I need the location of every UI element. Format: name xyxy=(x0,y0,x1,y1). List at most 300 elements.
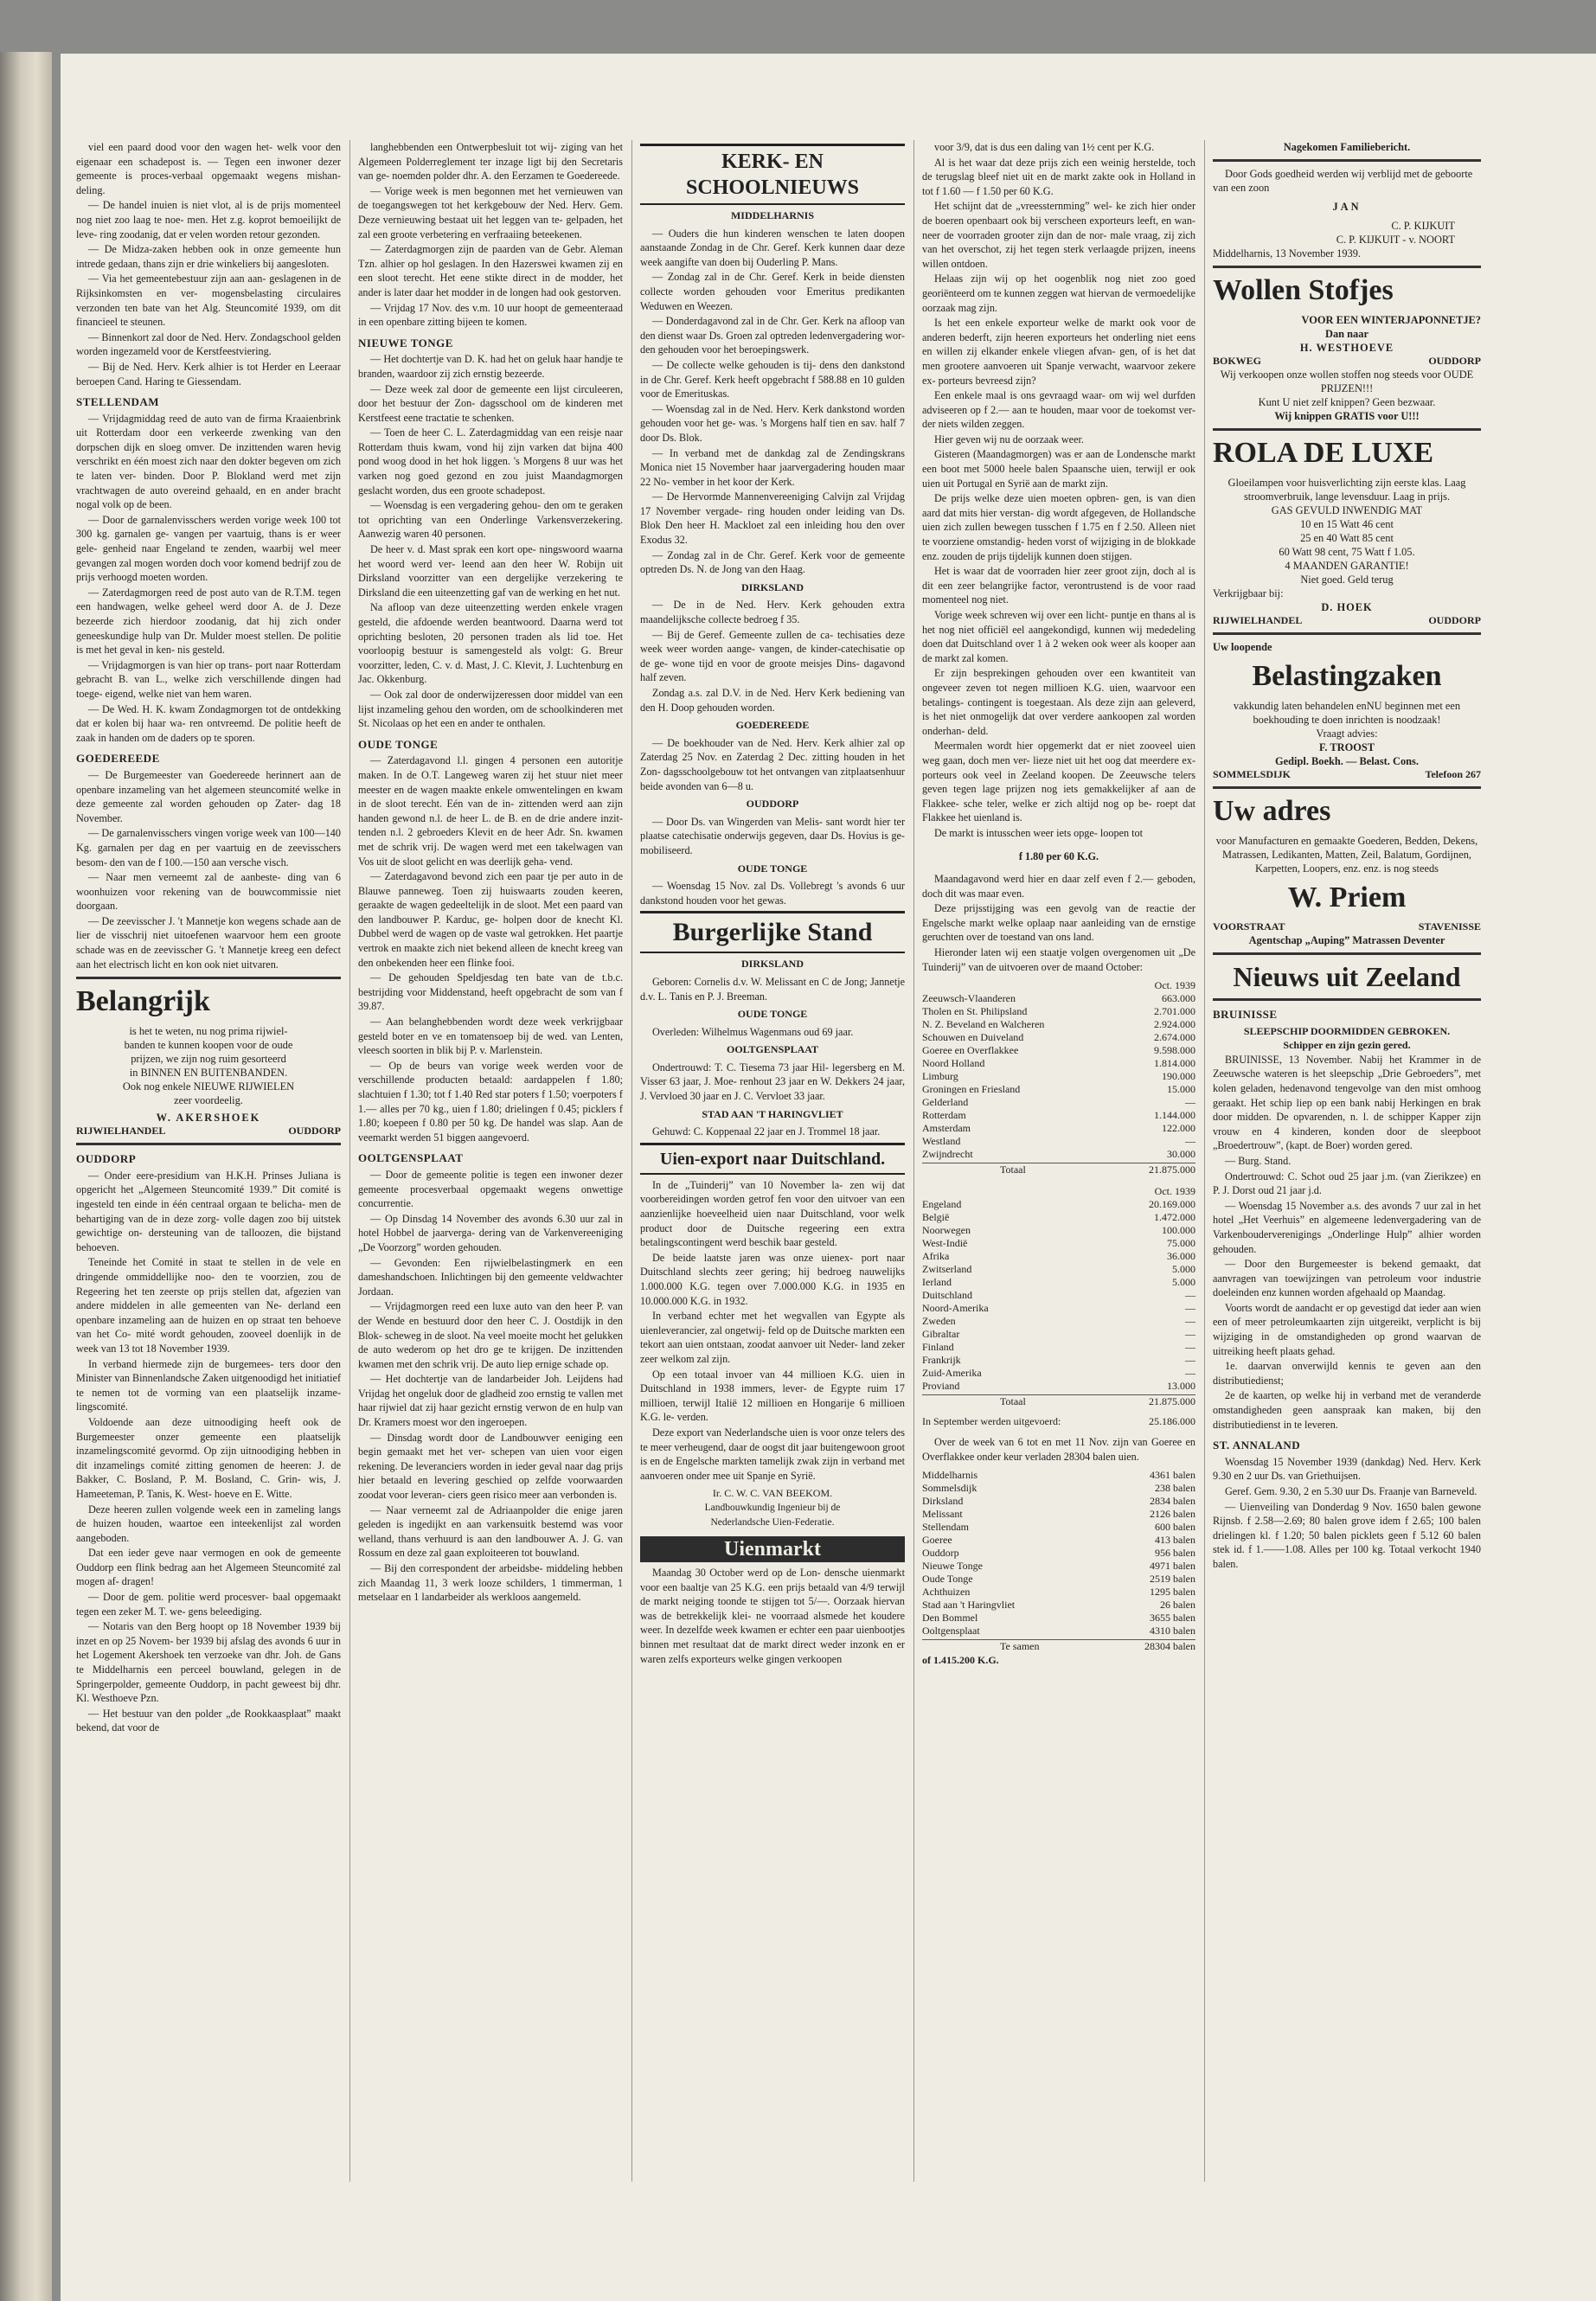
news-paragraph: — Zondag zal in de Chr. Geref. Kerk in beide diensten collecte worden gehouden voor Emeritus predikanten Weduwen en Weezen. xyxy=(640,271,905,312)
table-row xyxy=(922,1625,1195,1638)
row-label: Duitschland xyxy=(922,1289,972,1302)
ad-adres-text: voor Manufacturen en gemaakte Goederen, Bedden, Dekens, Matrassen, Ledikanten, Matten, Zeil, Balatum, Gordijnen, Karpetten, Loopers, enz. enz. is nog steeds xyxy=(1215,835,1478,875)
ad-wollen-stofjes xyxy=(1213,273,1481,423)
ouddorp-church-heading: OUDDORP xyxy=(746,798,799,811)
news-paragraph: Deze export van Nederlandsche uien is voor onze telers des te meer verheugend, daar de oogst dit jaar buitengewoon groot is en de Engelsche markten tamelijk zwak zijn in verband met aanvoeren onder mee uit Spanje en Syrië. xyxy=(640,1426,905,1482)
row-label: Stellendam xyxy=(922,1521,969,1534)
ad-line: Gloeilampen voor huisverlichting zijn eerste klas. Laag stroomverbruik, lange levensduur. Laag in prijs. xyxy=(1227,477,1466,503)
news-paragraph: Het schijnt dat de „vreessternming” wel- ke zich hier onder de boeren openbaart ook bij verscheen exporteurs leeft, en wan- neer de voorraden grooter zijn dan de nor- male vraag, zij zich van het overschot, zij het tegen sterk verlaagde prijzen, ineens willen ontdoen. xyxy=(922,200,1195,270)
news-paragraph: — De gehouden Speldjesdag ten bate van de t.b.c. bestrijding voor Middenstand, heeft opgebracht de som van f 39.87. xyxy=(358,971,623,1013)
news-paragraph: — De handel inuien is niet vlot, al is de prijs momenteel nog niet zoo laag te noe- men. Het z.g. koprot bemoeilijkt de leve- ring zoodanig, dat er velen worden retour gezonden. xyxy=(76,199,341,240)
news-paragraph: Teneinde het Comité in staat te stellen in de vele en dringende ommiddellijke noo- den te voorzien, zou de Regeering het ten zeerste op prijs stellen dat, afgezien van andere middelen in alle gemeenten van Ne- derland een openbare inzameling aan de huizen en op straat ten behoeve van het Co- mité wordt gehouden, zooveel doenlijk in de week van 13 tot 18 November 1939. xyxy=(76,1256,341,1355)
row-value: 3655 balen xyxy=(1150,1612,1195,1625)
ad-wollen-subtitle: VOOR EEN WINTERJAPONNETJE? xyxy=(1301,314,1481,326)
dirksland-heading: DIRKSLAND xyxy=(740,580,804,593)
column-2 xyxy=(358,140,623,1606)
rule xyxy=(1213,159,1481,162)
row-label: Achthuizen xyxy=(922,1586,971,1599)
bs-stad-heading: STAD AAN 'T HARINGVLIET xyxy=(702,1107,843,1120)
mother-name: C. P. KIJKUIT - v. NOORT xyxy=(1336,234,1455,246)
ad-belasting-footer xyxy=(1213,768,1481,781)
loading-total xyxy=(922,1639,1195,1653)
news-paragraph: — De garnalenvisschers vingen vorige week van 100—140 Kg. garnalen per dag en per vaartuig en de zeevisschers besom- den van de f 100.—150 aan versche visch. xyxy=(76,827,341,868)
news-paragraph: — Woensdag is een vergadering gehou- den om te geraken tot oprichting van een Onderlinge Varkensverzekering. Aanwezig waren 40 personen. xyxy=(358,499,623,541)
table-row xyxy=(922,1237,1195,1250)
row-label: Zwitserland xyxy=(922,1263,972,1276)
table-row xyxy=(922,1560,1195,1573)
table-row xyxy=(922,1469,1195,1482)
news-paragraph: — Het bestuur van den polder „de Rookkaasplaat” maakt bekend, dat voor de xyxy=(76,1707,341,1734)
book-spine xyxy=(0,52,52,2301)
table-row xyxy=(922,1586,1195,1599)
news-paragraph: — Vrijdagmorgen reed een luxe auto van den heer P. van der Wende en bestuurd door den heer C. J. Oostdijk in den Blok- scheweg in de sloot. Na veel moeite mocht het gelukken de auto wederom op het dro ge te krijgen. De inzittenden kwamen met den schrik vrij. De auto liep ernige schade op. xyxy=(358,1300,623,1370)
oude-tonge-heading: OUDE TONGE xyxy=(358,737,439,751)
news-paragraph: — Burg. Stand. xyxy=(1225,1154,1292,1167)
ad-belasting-text: vakkundig laten behandelen enNU beginnen met een boekhouding te doen inrichten is noodzaak! xyxy=(1233,700,1461,726)
stellendam-news xyxy=(76,412,341,746)
nieuwe-tonge-heading: NIEUWE TONGE xyxy=(358,336,453,349)
export-table-2-period: Oct. 1939 xyxy=(1154,1185,1195,1198)
news-paragraph: — Naar men verneemt zal de aanbeste- ding van 6 woonhuizen voor rekening van de bouwcommissie niet doorgaan. xyxy=(76,871,341,913)
row-label: Noord Holland xyxy=(922,1057,985,1070)
table-row xyxy=(922,1070,1195,1083)
table-row xyxy=(922,1367,1195,1380)
baby-name: JAN xyxy=(1332,201,1362,213)
row-value: 190.000 xyxy=(1162,1070,1195,1083)
news-paragraph: Ondertrouwd: C. Schot oud 25 jaar j.m. (van Zierikzee) en P. J. Dorst oud 21 jaar j.d. xyxy=(1213,1170,1481,1197)
news-paragraph: — Woensdag 15 November a.s. des avonds 7 uur zal in het hotel „Het Veerhuis” en algemeene ledenvergadering van de Varkenbouderverenigings „Onderlinge Hulp” alhier worden gehouden. xyxy=(1213,1199,1481,1255)
goedereede-heading: GOEDEREEDE xyxy=(76,752,160,766)
table-row xyxy=(922,1018,1195,1031)
bruinisse-subheading: SLEEPSCHIP DOORMIDDEN GEBROKEN. xyxy=(1243,1024,1451,1037)
news-paragraph: langhebbenden een Ontwerpbesluit tot wij- ziging van het Algemeen Polderreglement ter inzage ligt bij den Secretaris van ge- noemden polder dhr. A. den Eerzamen te Goedereede. xyxy=(358,141,623,183)
goedereede-church-news xyxy=(640,736,905,793)
nieuwe-tonge-news xyxy=(358,352,623,730)
burgerlijke-stand-heading: Burgerlijke Stand xyxy=(640,911,905,953)
total-label: Totaal xyxy=(1000,1163,1026,1176)
bs-ooltgensplaat: Ondertrouwd: T. C. Tiesema 73 jaar Hil- legersberg en M. Visser 63 jaar, J. Moe- renhout 23 jaar en W. Dekkers 24 jaar, J. Vervloed 30 jaar en J. C. Vervloet 33 jaar. xyxy=(640,1061,905,1103)
ad-rola-footer xyxy=(1213,614,1481,627)
ad-line: GAS GEVULD INWENDIG MAT xyxy=(1271,504,1423,516)
signature-org: Nederlandsche Uien-Federatie. xyxy=(710,1516,835,1528)
news-paragraph: Na afloop van deze uiteenzetting werden enkele vragen gesteld, die afdoende werden beantwoord. Daarna werd tot oprichting besloten, 20 personen traden als lid toe. Het voorloopig bestuur is samengesteld als volgt: G. Breur voorzitter, leden, C. v. d. Mast, J. C. Klevit, J. Luchtenburg en Jac. Okkenburg. xyxy=(358,601,623,686)
export-table-countries xyxy=(922,1198,1195,1393)
ad-adres-address xyxy=(1213,920,1481,933)
news-paragraph: — Op Dinsdag 14 November des avonds 6.30 uur zal in hotel Hobbel de jaarverga- dering van de Varkenvereeniging „De Voorzorg” worden gehouden. xyxy=(358,1212,623,1253)
news-paragraph: Zondag a.s. zal D.V. in de Ned. Herv Kerk bediening van den H. Doop gehouden worden. xyxy=(640,687,905,714)
table-row xyxy=(922,1057,1195,1070)
bs-dirksland-heading: DIRKSLAND xyxy=(740,958,804,971)
news-paragraph: Voorts wordt de aandacht er op gevestigd dat ieder aan wien een of meer petroleumkaarten zijn uitgereikt, verplicht is bij wijziging in de omstandigheden op grond waarvan de uitreiking heeft plaats gehad. xyxy=(1213,1301,1481,1357)
table-row xyxy=(922,1354,1195,1367)
ad-rola-dealer: D. HOEK xyxy=(1321,601,1373,613)
row-label: Gelderland xyxy=(922,1096,969,1109)
rule xyxy=(76,977,341,979)
table-row xyxy=(922,1380,1195,1393)
ad-line: in BINNEN EN BUITENBANDEN. xyxy=(129,1067,288,1080)
rule xyxy=(1213,428,1481,431)
table-row xyxy=(922,1224,1195,1237)
row-value: 20.169.000 xyxy=(1149,1198,1195,1211)
row-value: 2126 balen xyxy=(1150,1508,1195,1521)
ad-line: 60 Watt 98 cent, 75 Watt f 1.05. xyxy=(1279,546,1415,558)
news-paragraph: — De boekhouder van de Ned. Herv. Kerk alhier zal op Zaterdag 25 Nov. en Zaterdag 2 Dec. zitting houden in het Zon- dagsschoolgebouw tot het ontvangen van zitplaatsenhuur beide avonden van 6—8 u. xyxy=(640,736,905,792)
row-value: — xyxy=(1185,1341,1195,1354)
news-paragraph: Maandagavond werd hier en daar zelf even f 2.— geboden, doch dit was maar even. xyxy=(922,873,1195,900)
news-paragraph: In verband echter met het wegvallen van Egypte als uienleverancier, zal ongetwij- feld op de Duitsche markten een tekort aan uien ontstaan, zoodat aanvoer uit Neder- land zeker zeer welkom zal zijn. xyxy=(640,1310,905,1365)
row-label: Sommelsdijk xyxy=(922,1482,977,1495)
row-label: Afrika xyxy=(922,1250,950,1263)
row-value: 30.000 xyxy=(1167,1148,1195,1161)
row-value: 4310 balen xyxy=(1150,1625,1195,1638)
news-paragraph: — De zeevisscher J. 't Mannetje kon wegens schade aan de lier de visschrij niet uitoefenen waarvoor hem een groote schade was en de zeevisscher G. 't Mannetje kreeg een defect aan het electrisch licht en kon ook niet uitvaren. xyxy=(76,914,341,971)
column-2-intro xyxy=(358,140,623,330)
ad-line: zeer voordeelig. xyxy=(174,1094,243,1107)
ad-belastingzaken xyxy=(1213,640,1481,781)
loading-table xyxy=(922,1469,1195,1638)
news-paragraph: Voldoende aan deze uitnoodiging heeft ook de Burgemeester onzer gemeente een plaatselijk inzamelingscomité gevormd. Op zijn uitnoodiging hebben in dit inzamelings comité zitting genomen de heeren: J. de Bakker, C. Bosland, P. M. Bosland, C. Grin- wis, J. Hameeteman, P. Tanis, K. West- hoeve en E. Witte. xyxy=(76,1415,341,1500)
row-label: Limburg xyxy=(922,1070,958,1083)
september-export xyxy=(922,1415,1195,1428)
family-notice-text: Door Gods goedheid werden wij verblijd met de geboorte van een zoon xyxy=(1213,168,1473,194)
ouddorp-news xyxy=(76,1169,341,1735)
news-paragraph: — Aan belanghebbenden wordt deze week verkrijgbaar gesteld boter en ve en tomatensoep bij de wed. van Lenten, vleesch soorten in blik bij P. v. Marlenstein. xyxy=(358,1016,623,1057)
row-value: 1295 balen xyxy=(1150,1586,1195,1599)
news-paragraph: — Woensdag 15 Nov. zal Ds. Vollebregt 's avonds 6 uur dankstond houden voor het gewas. xyxy=(640,880,905,907)
news-paragraph: Gisteren (Maandagmorgen) was er aan de Londensche markt een boot met 5000 heele balen Spaansche uien, terwijl er ook uien uit Portugal en Syrië aan de markt zijn. xyxy=(922,448,1195,490)
ad-wollen-line3: Wij knippen GRATIS voor U!!! xyxy=(1274,410,1420,422)
news-paragraph: — Vorige week is men begonnen met het vernieuwen van de toegangswegen tot het kerkgebouw der Ned. Herv. Gem. Deze vernieuwing bestaat uit het leggen van te- gelpaden, het zal een groote verbetering en verfraaiing beteekenen. xyxy=(358,184,623,240)
news-paragraph: — Zaterdagavond bevond zich een paar tje per auto in de Blauwe panneweg. Toen zij huiswaarts zouden keeren, geraakte de wagen gedeeltelijk in de sloot. Met een paard van den landbouwer P. Karduc, ge- holpen door de knecht Kl. Dubbel werd de wagen op de vaste wal getrokken. Het paartje vertrok en maakte zich niet bekend alleen de knecht kreeg van den onbekenden heer een flinke fooi. xyxy=(358,870,623,969)
news-paragraph: — Uienveiling van Donderdag 9 Nov. 1650 balen gewone Rijnsb. f 2.58—2.69; 80 balen grove idem f 2.65; 100 balen drielingen kl. f 1.20; 50 balen picklets geen f 5.12 60 balen stek id. f 1.——1.08. Alles per 100 kg. Totaal verkocht 1940 balen. xyxy=(1213,1500,1481,1570)
column-separator xyxy=(913,140,914,2182)
ad-adres-street: VOORSTRAAT xyxy=(1213,920,1285,933)
ooltgensplaat-heading: OOLTGENSPLAAT xyxy=(358,1151,464,1165)
ad-left: RIJWIELHANDEL xyxy=(76,1125,166,1138)
ad-line: banden te kunnen koopen voor de oude xyxy=(124,1039,293,1052)
row-value: 956 balen xyxy=(1155,1547,1195,1560)
table-row xyxy=(922,1250,1195,1263)
row-label: Gibraltar xyxy=(922,1328,960,1341)
nieuws-zeeland-heading: Nieuws uit Zeeland xyxy=(1233,961,1461,992)
news-paragraph: — De in de Ned. Herv. Kerk gehouden extra maandelijksche collecte bedroeg f 35. xyxy=(640,599,905,626)
table-row xyxy=(922,1198,1195,1211)
row-label: Zeeuwsch-Vlaanderen xyxy=(922,992,1016,1005)
family-notice-heading: Nagekomen Familiebericht. xyxy=(1283,141,1411,153)
news-paragraph: — Vrijdagmorgen is van hier op trans- port naar Rotterdam gebracht B. van L., welke zich verschillende dingen had toege- eigend, welke niet van hem waren. xyxy=(76,658,341,700)
rule xyxy=(1213,998,1481,1001)
st-annaland-heading: ST. ANNALAND xyxy=(1213,1439,1301,1452)
news-paragraph: — De Burgemeester van Goedereede herinnert aan de openbare inzameling van het algemeen steuncomité welke in deze gemeente zal worden gehouden op Zater- dag 18 November. xyxy=(76,768,341,824)
ad-line: Ook nog enkele NIEUWE RIJWIELEN xyxy=(122,1080,295,1093)
table-row xyxy=(922,1148,1195,1161)
row-value: 600 balen xyxy=(1155,1521,1195,1534)
ad-line: prijzen, we zijn nog ruim gesorteerd xyxy=(131,1053,286,1066)
news-paragraph: — Notaris van den Berg hoopt op 18 November 1939 bij inzet en op 25 Novem- ber 1939 bij afslag des avonds 6 uur in het Logement Akershoek ten verzoeke van dhr. Joh. de Gans te Middelharnis een perceel bouwland, gelegen in de Springerpolder, gemeente Ouddorp, in pacht geweest bij dhr. Kl. Westhoeve Pzn. xyxy=(76,1620,341,1705)
table-row xyxy=(922,1315,1195,1328)
oude-tonge-church-news xyxy=(640,879,905,907)
news-paragraph: Een enkele maal is ons gevraagd waar- om wij wel durfden adviseeren op f 2.— aan te houden, maar voor de toekomst ver- der niets wilden zeggen. xyxy=(922,389,1195,431)
news-paragraph: — Op de beurs van vorige week werden voor de verschillende producten betaald: aardappelen f 1.80; slachtuien f 1.30; tot f 1.40 Red star poters f 1.50; voerpoters f 1.— alles per 70 kg., uien f 1.80; drielingen f 0.45; picklers f 1.80; koepeen f 0.80 per 50 kg. De handel was slap. Aan de veemarkt werden 51 biggen aangevoerd. xyxy=(358,1059,623,1144)
news-paragraph: — Door Ds. van Wingerden van Melis- sant wordt hier ter plaatse catechisatie onderwijs gegeven, daar Ds. Hovius is ge- mobiliseerd. xyxy=(640,815,905,856)
loading-weight: of 1.415.200 K.G. xyxy=(922,1654,999,1667)
ad-belasting-credentials: Gedipl. Boekh. — Belast. Cons. xyxy=(1275,755,1419,767)
total-label: Totaal xyxy=(1000,1395,1026,1408)
row-value: 1.814.000 xyxy=(1154,1057,1195,1070)
news-paragraph: Is het een enkele exporteur welke de markt ook voor de anderen bederft, zijn heeren exporteurs het onderling niet eens en willen zij elkander enkele vliegen afvan- gen, of is het dat men grootere aanvoeren uit Spanje verwacht, waarvoor zekere ex- porteurs bevreesd zijn? xyxy=(922,317,1195,387)
ad-rola-de-luxe xyxy=(1213,436,1481,627)
row-value: 4971 balen xyxy=(1150,1560,1195,1573)
weekly-loading-text: Over de week van 6 tot en met 11 Nov. zijn van Goeree en Overflakkee onder keur verladen 28304 balen uien. xyxy=(922,1436,1195,1463)
news-paragraph: 2e de kaarten, op welke hij in verband met de veranderde omstandigheden geen aanspraak kan maken, bij den distributiedienst in te leveren. xyxy=(1213,1389,1481,1431)
row-value: — xyxy=(1185,1367,1195,1380)
september-label: In September werden uitgevoerd: xyxy=(922,1415,1061,1428)
row-value: 13.000 xyxy=(1167,1380,1195,1393)
row-value: 2.924.000 xyxy=(1154,1018,1195,1031)
ad-line: 4 MAANDEN GARANTIE! xyxy=(1285,560,1409,572)
news-paragraph: In verband hiermede zijn de burgemees- ters door den Minister van Binnenlandsche Zaken uitgenoodigd het initiatief te nemen tot de vorming van een plaatselijk inzame- lingscomité. xyxy=(76,1357,341,1413)
row-value: — xyxy=(1185,1354,1195,1367)
uienmarkt-article: Maandag 30 October werd op de Lon- densche uienmarkt voor een baaltje van 25 K.G. een prijs betaald van 4/9 terwijl de markt neiging toonde te stijgen tot 5/—. Oorzaak hiervan was de betrekkelijk klei- ne voorraad alsmede het koudere weer. In dezelfde week kwamen er echter een paar uienbootjes binnen met resultaat dat de markt direct weder inzonk en er waren zelfs exporteurs welke gingen verkoopen xyxy=(640,1567,905,1665)
news-paragraph: — Zaterdagavond l.l. gingen 4 personen een autoritje maken. In de O.T. Langeweg waren zij het stuur niet meer meester en de wagen maakte enkele omwentelingen en kwam in de sloot terecht. Eén van de in- zittenden werd aan zijn handen gewond n.l. de heer L. de B. en de drie andere inzit- tenden n.l. 2 gebroeders Klevit en de heer Adr. Sn. kwamen met de schrik vrij. De wagen werd met een takelwagen van Vos uit de sloot gelicht en was deerlijk geha- vend. xyxy=(358,754,623,868)
news-paragraph: viel een paard dood voor den wagen het- welk voor den eigenaar een schadepost is. — Tegen een inwoner dezer gemeente is proces-verbaal opgemaakt wegens mishan- deling. xyxy=(76,141,341,196)
table-row xyxy=(922,1096,1195,1109)
ad-wollen-line1: Wij verkoopen onze wollen stoffen nog steeds voor OUDE PRIJZEN!!! xyxy=(1220,369,1474,394)
column-3 xyxy=(640,140,905,1667)
ad-wollen-town: OUDDORP xyxy=(1428,355,1481,367)
ad-line: 25 en 40 Watt 85 cent xyxy=(1300,532,1394,544)
row-label: Tholen en St. Philipsland xyxy=(922,1005,1028,1018)
news-paragraph: — Vrijdag 17 Nov. des v.m. 10 uur hoopt de gemeenteraad in een openbare zitting bijeen te komen. xyxy=(358,301,623,329)
uien-export-heading: Uien-export naar Duitschland. xyxy=(640,1143,905,1175)
export-table-1-header xyxy=(922,979,1195,992)
ad-belasting-subtitle: Uw loopende xyxy=(1213,641,1272,653)
news-paragraph: — Zaterdagmorgen zijn de paarden van de Gebr. Aleman Tzn. alhier op hol geslagen. In den Hazerswei kwamen zij en een sloot terecht. Het eene stikte direct in de modder, het ander is later daar het modder in de longen had ook gestorven. xyxy=(358,243,623,298)
row-value: 663.000 xyxy=(1162,992,1195,1005)
news-paragraph: — Toen de heer C. L. Zaterdagmiddag van een reisje naar Rotterdam thuis kwam, vond hij zijn varken dat bijna 400 pond woog dood in het hok liggen. 's Morgens 8 uur was het varken nog goed gezond en zou juist Maandagmorgen geslacht worden, dus een groote schadepost. xyxy=(358,426,623,497)
row-value: 238 balen xyxy=(1155,1482,1195,1495)
column-separator xyxy=(631,140,632,2182)
table-row xyxy=(922,1508,1195,1521)
ooltgensplaat-news xyxy=(358,1168,623,1605)
table-row xyxy=(922,1573,1195,1586)
row-label: Oude Tonge xyxy=(922,1573,973,1586)
news-paragraph: — Bij de Geref. Gemeente zullen de ca- techisaties deze week weer worden aange- vangen, de kinder-catechisatie op de ge- wone tijd en voor de groote meisjes Dins- dagavond half zeven. xyxy=(640,628,905,684)
rule xyxy=(1213,952,1481,955)
september-value: 25.186.000 xyxy=(1149,1415,1195,1428)
news-paragraph: — Via het gemeentebestuur zijn aan aan- geslagenen in de Rijksinkomsten en ver- mogensbelasting circulaires verzonden ten bate van het Alg. Steuncomité 1939, om dit financieel te steunen. xyxy=(76,272,341,329)
market-price: f 1.80 per 60 K.G. xyxy=(1018,849,1099,862)
father-name: C. P. KIJKUIT xyxy=(1391,220,1455,232)
news-paragraph: — Zondag zal in de Chr. Geref. Kerk voor de gemeente optreden Ds. N. de Jong van den Haag. xyxy=(640,548,905,576)
row-label: Nieuwe Tonge xyxy=(922,1560,983,1573)
ad-rola-available: Verkrijgbaar bij: xyxy=(1213,587,1284,599)
export-table-regions xyxy=(922,992,1195,1161)
ad-wollen-address xyxy=(1213,355,1481,368)
table-row xyxy=(922,1211,1195,1224)
uienmarkt-heading: Uienmarkt xyxy=(640,1536,905,1562)
news-paragraph: Al is het waar dat deze prijs zich een weinig herstelde, toch de terugslag bleef niet uit en de markt zakte ook in Holland in tot f 1.60 — f 1.50 per 60 K.G. xyxy=(922,156,1195,197)
news-paragraph: Meermalen wordt hier opgemerkt dat er niet zooveel uien weg gaan, doch men ver- liezе niet uit het oog dat meerdere ex- porteurs ook veel in Zeeland koopen. De Zeeuwsche telers geven tegen lage prijzen nog iets gemakkelijker af aan de Flakkee- sche teler, welke er zich altijd nog op be- roept dat Flakkee het uienland is. xyxy=(922,740,1195,824)
ad-rola-town: OUDDORP xyxy=(1428,614,1481,626)
table-row xyxy=(922,1289,1195,1302)
news-paragraph: De markt is intusschen weer iets opge- loopen tot xyxy=(934,826,1143,839)
news-paragraph: Vorige week schreven wij over een licht- puntje en thans al is het nog niet officiël eel aangekondigd, kunnen wij mededeling doen dat Duitschland over 1 à 2 weken ook weer als kooper aan de markt zal komen. xyxy=(922,609,1195,664)
row-value: — xyxy=(1185,1315,1195,1328)
ad-belangrijk-lines xyxy=(76,1024,341,1107)
news-paragraph: — De collecte welke gehouden is tij- dens den dankstond in de Chr. Geref. Kerk heeft opgebracht f 588.88 en 10 gulden voor de Emerituskas. xyxy=(640,358,905,401)
row-value: 413 balen xyxy=(1155,1534,1195,1547)
row-label: Ierland xyxy=(922,1276,952,1289)
table-row xyxy=(922,1599,1195,1612)
oude-tonge-news xyxy=(358,753,623,1144)
ad-adres-title: Uw adres xyxy=(1213,795,1331,827)
row-label: Stad aan 't Haringvliet xyxy=(922,1599,1016,1612)
bruinisse-subheading-2: Schipper en zijn gezin gered. xyxy=(1283,1039,1411,1052)
news-paragraph: — De Midza-zaken hebben ook in onze gemeente hun intrede gedaan, thans zijn er drie winkeliers bij aangesloten. xyxy=(76,243,341,270)
market-commentary xyxy=(922,872,1195,974)
ouddorp-heading: OUDDORP xyxy=(76,1152,137,1166)
table-row xyxy=(922,1547,1195,1560)
row-value: 5.000 xyxy=(1172,1276,1195,1289)
column-1-intro xyxy=(76,140,341,388)
news-paragraph: — Deze week zal door de gemeente een lijst circuleeren, door het bestuur der Zon- dagsschool om de kinderen met Kerstfeest eene tractatie te schenken. xyxy=(358,382,623,424)
news-paragraph: — Dinsdag wordt door de Landbouwver eeniging een begin gemaakt met het ver- schepen van uien voor eigen rekening. De leveranciers worden in ieder geval naar dag prijs hier betaald en levering geschied op zelfde voorwaarden zoodat voor leveran- ciers geen risico meer aan verbonden is. xyxy=(358,1431,623,1502)
rule xyxy=(76,1143,341,1145)
kerk-school-heading: KERK- EN SCHOOLNIEUWS xyxy=(640,144,905,205)
row-label: Ooltgensplaat xyxy=(922,1625,980,1638)
table-row xyxy=(922,1328,1195,1341)
total-value: 21.875.000 xyxy=(1149,1163,1195,1176)
row-value: — xyxy=(1185,1289,1195,1302)
table-row xyxy=(922,1612,1195,1625)
news-paragraph: — Bij den correspondent der arbeidsbe- middeling hebben zich Maandag 11, 3 werk looze schilders, 1 timmerman, 1 metselaar en 1 landarbeider als werkloos aangemeld. xyxy=(358,1562,623,1604)
dirksland-church-news xyxy=(640,598,905,715)
table-row xyxy=(922,1083,1195,1096)
ad-line: 10 en 15 Watt 46 cent xyxy=(1300,518,1394,530)
bs-dirksland: Geboren: Cornelis d.v. W. Melissant en C de Jong; Jannetje d.v. L. Tanis en P. J. Breeman. xyxy=(640,975,905,1003)
news-paragraph: Hier geven wij nu de oorzaak weer. xyxy=(934,433,1084,445)
news-paragraph: Helaas zijn wij op het oogenblik nog niet zoo goed georiënteerd om te kunnen zeggen wat hiervan de vermoedelijke oorzaak mag zijn. xyxy=(922,272,1195,314)
news-paragraph: — Gevonden: Een rijwielbelastingmerk en een dameshandschoen. Inlichtingen bij den gemeente veldwachter Jordaan. xyxy=(358,1256,623,1298)
news-paragraph: De heer v. d. Mast sprak een kort ope- ningswoord waarna het woord werd ver- leend aan den heer W. Robijn uit Dirksland voorzitter van een dergelijke verzekering te Dirksland die een uiteenzetting gaf van de werking en het nut. xyxy=(358,543,623,599)
ad-uw-adres xyxy=(1213,794,1481,947)
ad-rola-business: RIJWIELHANDEL xyxy=(1213,614,1303,626)
row-label: Goeree xyxy=(922,1534,952,1547)
bs-oude-tonge-heading: OUDE TONGE xyxy=(737,1008,808,1021)
goedereede-church-heading: GOEDEREEDE xyxy=(735,719,810,732)
bruinisse-news xyxy=(1213,1053,1481,1432)
ouddorp-church-news xyxy=(640,815,905,858)
row-value: — xyxy=(1185,1302,1195,1315)
table-row xyxy=(922,992,1195,1005)
row-label: België xyxy=(922,1211,950,1224)
news-paragraph: Het is waar dat de voorraden hier zeer groot zijn, doch al is dit een zeer belangrijke factor, verontrustend is de voor raad momenteel nog niet. xyxy=(922,565,1195,606)
news-paragraph: — In verband met de dankdag zal de Zendingskrans Monica niet 15 November haar jaarvergadering houden maar 22 No- vember in het koor der Kerk. xyxy=(640,446,905,488)
news-paragraph: voor 3/9, dat is dus een daling van 1½ cent per K.G. xyxy=(934,141,1155,153)
bs-stad: Gehuwd: C. Koppenaal 22 jaar en J. Trommel 18 jaar. xyxy=(652,1125,881,1138)
row-label: Engeland xyxy=(922,1198,962,1211)
rule xyxy=(1213,786,1481,789)
oude-tonge-church-heading: OUDE TONGE xyxy=(737,862,808,875)
table-row xyxy=(922,1341,1195,1354)
bs-ooltgensplaat-heading: OOLTGENSPLAAT xyxy=(726,1043,819,1056)
ad-belasting-name: F. TROOST xyxy=(1318,741,1375,753)
ad-rola-lines xyxy=(1213,476,1481,586)
news-paragraph: — Ook zal door de onderwijzeressen door middel van een lijst inzameling gehou den worden, om de schoolkinderen met St. Nicolaas op het een en ander te onthalen. xyxy=(358,688,623,730)
row-value: 2519 balen xyxy=(1150,1573,1195,1586)
row-label: Schouwen en Duiveland xyxy=(922,1031,1024,1044)
row-label: Proviand xyxy=(922,1380,960,1393)
place-date: Middelharnis, 13 November 1939. xyxy=(1213,247,1362,260)
table-row xyxy=(922,1005,1195,1018)
news-paragraph: Op een totaal invoer van 44 millioen K.G. uien in Duitschland in 1938 immers, lever- de Egypte ruim 17 millioen, terwijl Italië 12 millioen en Hongarije 6 millioen K.G. le- verden. xyxy=(640,1368,905,1424)
news-paragraph: — De Hervormde Mannenvereeniging Calvijn zal Vrijdag 17 November vergade- ring houden onder leiding van Ds. Blok Den heer H. Mackloet zal een inleiding hou den over Exodus 32. xyxy=(640,490,905,547)
row-label: Den Bommel xyxy=(922,1612,978,1625)
news-paragraph: — Door den Burgemeester is bekend gemaakt, dat aanvragen van toewijzingen van petroleum voor industrie doeleinden enz kunnen worden afgehaald op Maandag. xyxy=(1213,1258,1481,1299)
row-value: — xyxy=(1185,1135,1195,1148)
ad-belasting-advice: Vraagt advies: xyxy=(1316,727,1378,740)
uienmarkt-continued xyxy=(922,140,1195,841)
export-table-1-total xyxy=(922,1163,1195,1176)
st-annaland-news xyxy=(1213,1455,1481,1572)
table-row xyxy=(922,1263,1195,1276)
news-paragraph: — De Wed. H. K. kwam Zondagmorgen tot de ontdekking dat er kolen bij haar wa- ren ontvreemd. De politie heeft de zaak in handen om de daders op te sporen. xyxy=(76,702,341,744)
signature-name: Ir. C. W. C. VAN BEEKOM. xyxy=(712,1487,833,1500)
ad-adres-town: STAVENISSE xyxy=(1418,920,1481,933)
uien-export-article xyxy=(640,1178,905,1483)
ad-wollen-title: Wollen Stofjes xyxy=(1213,274,1394,306)
row-value: 2.674.000 xyxy=(1154,1031,1195,1044)
table-row xyxy=(922,1109,1195,1122)
ad-belangrijk-footer xyxy=(76,1125,341,1138)
row-value: 75.000 xyxy=(1167,1237,1195,1250)
news-paragraph: — Vrijdagmiddag reed de auto van de firma Kraaienbrink uit Rotterdam door een verkeerde zwenking van den dorpschen dijk en sloeg omver. De inzittenden waren hevig verschrikt en één moest zich naar den dokter begeven om zich te laten ver- binden. Door P. Blokland werd met zijn vrachtwagen de auto overeind gehaald, en en ander bracht nogal volk op de been. xyxy=(76,412,341,511)
bs-oude-tonge: Overleden: Wilhelmus Wagenmans oud 69 jaar. xyxy=(652,1025,854,1038)
column-1 xyxy=(76,140,341,1736)
news-paragraph: Woensdag 15 November 1939 (dankdag) Ned. Herv. Kerk 9.30 en 2 uur Ds. van Griethuijsen. xyxy=(1213,1455,1481,1483)
ad-line: Niet goed. Geld terug xyxy=(1300,574,1394,586)
row-label: Melissant xyxy=(922,1508,963,1521)
total-value: 28304 balen xyxy=(1144,1640,1195,1653)
row-value: 100.000 xyxy=(1162,1224,1195,1237)
news-paragraph: — Woensdag zal in de Ned. Herv. Kerk dankstond worden gehouden voor het ge- was. 's Morgens half tien en sav. half 7 door Ds. Blok. xyxy=(640,402,905,444)
news-paragraph: BRUINISSE, 13 November. Nabij het Krammer in de Zeeuwsche wateren is het sleepschip „Drie Gebroeders”, met kolen geladen, hedenavond tengevolge van den mist omhoog geraakt. Het schip liep op een bank nabij Herkingen en brak door midden. De opvarenden, n. l. de schipper Kapper zijn vrouw en 4 kinderen, konden door de sleepboot „Broedertrouw”, (kapt. de Boer) worden gered. xyxy=(1213,1053,1481,1152)
ad-adres-name: W. Priem xyxy=(1287,881,1407,913)
row-label: Westland xyxy=(922,1135,961,1148)
ad-wollen-dan: Dan naar xyxy=(1325,328,1368,340)
middelharnis-heading: MIDDELHARNIS xyxy=(730,209,814,221)
news-paragraph: — Zaterdagmorgen reed de post auto van de R.T.M. tegen een handwagen, welke geheel werd door A. de J. Deze bezeerde zich hierdoor zoodanig, dat hij zich onder geneeskundige hulp van Dr. Mulder moest stellen. De politie is met het geval in ken- nis gesteld. xyxy=(76,586,341,657)
news-paragraph: — Binnenkort zal door de Ned. Herv. Zondagschool gelden worden ingezameld voor de Kerstfeestviering. xyxy=(76,330,341,358)
table-row xyxy=(922,1482,1195,1495)
stellendam-heading: STELLENDAM xyxy=(76,395,160,409)
goedereede-news xyxy=(76,768,341,971)
table-row xyxy=(922,1135,1195,1148)
row-value: 122.000 xyxy=(1162,1122,1195,1135)
news-paragraph: Er zijn besprekingen gehouden over een kwantiteit van ongeveer zeven tot negen millioen K.G. uien, waarvoor een betalings- contingent is toegestaan. Als deze zijn aan geleverd, is het niet onmogelijk dat over verdere aankoopen zal worden onderhan- deld. xyxy=(922,667,1195,737)
row-label: N. Z. Beveland en Walcheren xyxy=(922,1018,1045,1031)
row-value: — xyxy=(1185,1096,1195,1109)
row-value: — xyxy=(1185,1328,1195,1341)
table-row xyxy=(922,1276,1195,1289)
row-value: 26 balen xyxy=(1160,1599,1195,1612)
news-paragraph: — Door de garnalenvisschers werden vorige week 100 tot 300 kg. garnalen ge- vangen per vaartuig, thans is er weer gele- genheid naar Engeland te zenden, waarbij wel meer gevangen zal mogen worden doch voor komend bedrijf zou de prijs verhoogd moeten worden. xyxy=(76,513,341,584)
row-label: Amsterdam xyxy=(922,1122,971,1135)
row-label: Zuid-Amerika xyxy=(922,1367,982,1380)
column-4 xyxy=(922,140,1195,1668)
row-value: 36.000 xyxy=(1167,1250,1195,1263)
